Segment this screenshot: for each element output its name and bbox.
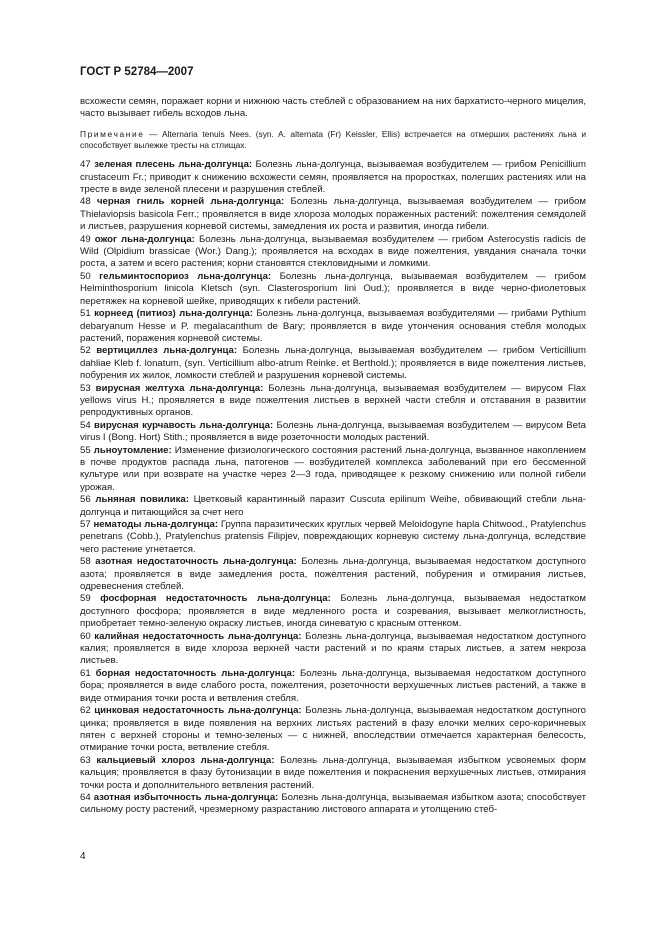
entry-term: азотная избыточность льна-долгунца: (93, 791, 279, 803)
term-entry (80, 519, 586, 556)
entry-number: 63 (80, 754, 91, 766)
entry-definition: Болезнь льна-долгунца, вызываемая возбудителем — грибом Penicillium crustaceum Fr.; приводит к снижению всхожести семян, проявляется на проростках, полегших растениях или на тресте в виде зеленой плесени и разрушения стеблей. (80, 159, 586, 196)
entry-definition: Изменение физиологического состояния растений льна-долгунца, вызванное накоплением в почве продуктов распада льна, патогенов — возбудителей комплекса заболеваний при его бессменной культуре или при возврате на участке через 2—3 года, приводящее к резкому снижению или полной гибели урожая. (80, 444, 587, 493)
document-body (80, 96, 586, 817)
entry-definition: Болезнь льна-долгунца, вызываемая недостатком доступного цинка; проявляется в виде появления на верхних листьях растений в фазу елочки мелких серо-коричневых пятен с верхней стороны и темно-зеленых — с нижней, впоследствии отмечается характерная белесость, отмирание точки роста, ветвление стебля. (80, 705, 586, 754)
entry-definition: Болезнь льна-долгунца, вызываемая возбудителями — грибами Pythium debaryanum Hesse и P. megalacanthum de Bary; проявляется в виде утончения основания стебля молодых растений, поражения корневой системы. (80, 308, 586, 344)
term-entry (80, 271, 586, 308)
page-number: 4 (80, 851, 86, 862)
term-entry (80, 308, 586, 345)
entry-number: 52 (80, 345, 91, 357)
entry-definition: Болезнь льна-долгунца, вызываемая недостатком доступного азота; проявляется в виде замедления роста, пожелтения растений, побурения и отмирания листьев, одревеснения стеблей. (80, 556, 587, 593)
entry-number: 54 (80, 419, 91, 431)
entry-term: черная гниль корней льна-долгунца: (96, 196, 285, 208)
entry-definition: Болезнь льна-долгунца, вызываемая возбудителем — грибом Verticillium dahliae Kleb f. lonatum, (syn. Verticillium albo-atrum Reinke. et Berthold.); проявляется в виде пожелтения листьев, побурения их жилок, ломкости стеблей и разрушения корневой системы. (80, 345, 586, 382)
term-entry (80, 494, 586, 519)
entry-term: гельминтоспориоз льна-долгунца: (99, 270, 272, 282)
note-paragraph (80, 129, 586, 151)
entry-term: нематоды льна-долгунца: (93, 519, 219, 530)
entry-definition: Болезнь льна-долгунца, вызываемая избытком усвояемых форм кальция; проявляется в фазу бутонизации в виде пожелтения и покраснения верхушечных листьев, отмирания точки роста и дополнительного ветвления растений. (80, 754, 587, 791)
term-entry (80, 755, 586, 792)
entry-number: 55 (80, 444, 91, 456)
entry-term: цинковая недостаточность льна-долгунца: (94, 705, 302, 717)
entry-definition: Болезнь льна-долгунца, вызываемая недостатком доступного бора; проявляется в виде слабого роста, пожелтения, розеточности верхушечных листьев растений, а также в виде отмирания точки роста и ветвления стебля. (80, 667, 587, 704)
entry-term: борная недостаточность льна-долгунца: (95, 667, 296, 679)
entry-number: 48 (80, 196, 91, 208)
entry-number: 57 (80, 519, 91, 530)
entry-definition: Болезнь льна-долгунца, вызываемая избытком азота; способствует сильному росту растений, чрезмерному разрастанию листового аппарата и утолщению стеб- (80, 791, 586, 816)
entry-definition: Цветковый карантинный паразит Cuscuta epilinum Weihe, обвивающий стебли льна-долгунца и питающийся за счет него (80, 494, 586, 518)
entry-number: 49 (80, 233, 91, 245)
term-entry (80, 445, 586, 495)
entry-number: 59 (80, 593, 91, 605)
entry-term: корнеед (питиоз) льна-долгунца: (94, 308, 253, 320)
entry-number: 47 (80, 159, 91, 171)
term-entry (80, 345, 586, 382)
term-entry (80, 593, 586, 630)
continuation-paragraph: всхожести семян, поражает корни и нижнюю часть стеблей с образованием на них бархатисто-черного мицелия, часто вызывает гибель всходов льна. (80, 96, 586, 120)
entry-term: фосфорная недостаточность льна-долгунца: (100, 593, 331, 605)
term-entry (80, 383, 586, 420)
entry-term: вирусная желтуха льна-долгунца: (95, 382, 264, 394)
entry-number: 50 (80, 270, 91, 282)
entry-term: зеленая плесень льна-долгунца: (94, 159, 253, 171)
term-entry (80, 234, 586, 271)
term-entry (80, 668, 586, 705)
entry-term: вирусная курчавость льна-долгунца: (94, 419, 274, 431)
entry-definition: Болезнь льна-долгунца, вызываемая возбудителем — грибом Helminthosporium linicola Kletsch (syn. Clasterosporium lini Oud.); проявляется в виде черно-фиолетовых перетяжек на корневой шейке, приводящих к гибели растений. (80, 270, 586, 307)
note-text: — Alternaria tenuis Nees. (syn. A. alternata (Fr) Keissler, Ellis) встречается на отмерших растениях льна и способствует вылежке тресты на стлищах. (80, 128, 586, 151)
entry-definition: Болезнь льна-долгунца, вызываемая возбудителем — грибом Asterocystis radicis de Wild (Olpidium brassicae (Wor.) Dang.); проявляется на всходах в виде пожелтения, увядания сначала точки роста, а затем и всего растения; корни становятся стекловидными и ломкими. (80, 233, 586, 270)
entry-term: льняная повилика: (95, 494, 189, 506)
term-entry (80, 159, 586, 196)
entry-definition: Болезнь льна-долгунца, вызываемая недостатком доступного калия; проявляется в виде хлороза верхней части растений и по краям старых листьев, а затем некроза листьев. (80, 630, 586, 667)
term-entry (80, 705, 586, 755)
entry-term: вертициллез льна-долгунца: (96, 345, 238, 357)
entry-term: калийная недостаточность льна-долгунца: (94, 630, 302, 642)
entry-number: 60 (80, 630, 91, 642)
entry-term: льноутомление: (93, 444, 172, 456)
entry-number: 58 (80, 556, 91, 568)
entry-number: 64 (80, 791, 91, 803)
entry-definition: Болезнь льна-долгунца, вызываемая возбудителем — вирусом Flax yellows virus H.; проявляется в виде пожелтения листьев в верхней части стебля и отставания в развитии репродуктивных органов. (80, 382, 586, 419)
document-header: ГОСТ Р 52784—2007 (80, 66, 194, 78)
term-entry (80, 631, 586, 668)
note-label: Примечание (80, 128, 145, 139)
term-entry (80, 556, 586, 593)
entry-term: азотная недостаточность льна-долгунца: (95, 556, 297, 568)
entry-number: 53 (80, 382, 91, 394)
entry-term: кальциевый хлороз льна-долгунца: (96, 754, 275, 766)
entry-definition: Болезнь льна-долгунца, вызываемая возбудителем — грибом Thielaviopsis basicola Ferr.; проявляется в виде хлороза молодых пораженных растений: пожелтения семядолей и листьев, разрушения корневой системы, замедления их роста и развития, иногда гибели. (80, 196, 586, 233)
entry-number: 51 (80, 308, 91, 320)
entry-number: 56 (80, 494, 91, 506)
term-entry (80, 196, 586, 233)
entry-number: 61 (80, 667, 91, 679)
entry-number: 62 (80, 705, 91, 717)
term-entries-list (80, 159, 586, 817)
entry-definition: Группа паразитических круглых червей Meloidogyne hapla Chitwood., Pratylenchus penetrans (Cobb.), Pratylenchus pratensis Filipjev, повреждающих корневую систему льна-долгунца, вследствие чего растение угнетается. (80, 519, 587, 555)
entry-definition: Болезнь льна-долгунца, вызываемая возбудителем — вирусом Beta virus I (Bong. Hort) Stith.; проявляется в виде розеточности молодых растений. (80, 419, 586, 444)
term-entry (80, 792, 586, 817)
term-entry (80, 420, 586, 445)
entry-definition: Болезнь льна-долгунца, вызываемая недостатком доступного фосфора; проявляется в виде медленного роста и созревания, вызывает мелкоглистность, приобретает темно-зеленую окраску листьев, иногда синеватую с красным оттенком. (80, 593, 586, 630)
entry-term: ожог льна-долгунца: (94, 233, 195, 245)
